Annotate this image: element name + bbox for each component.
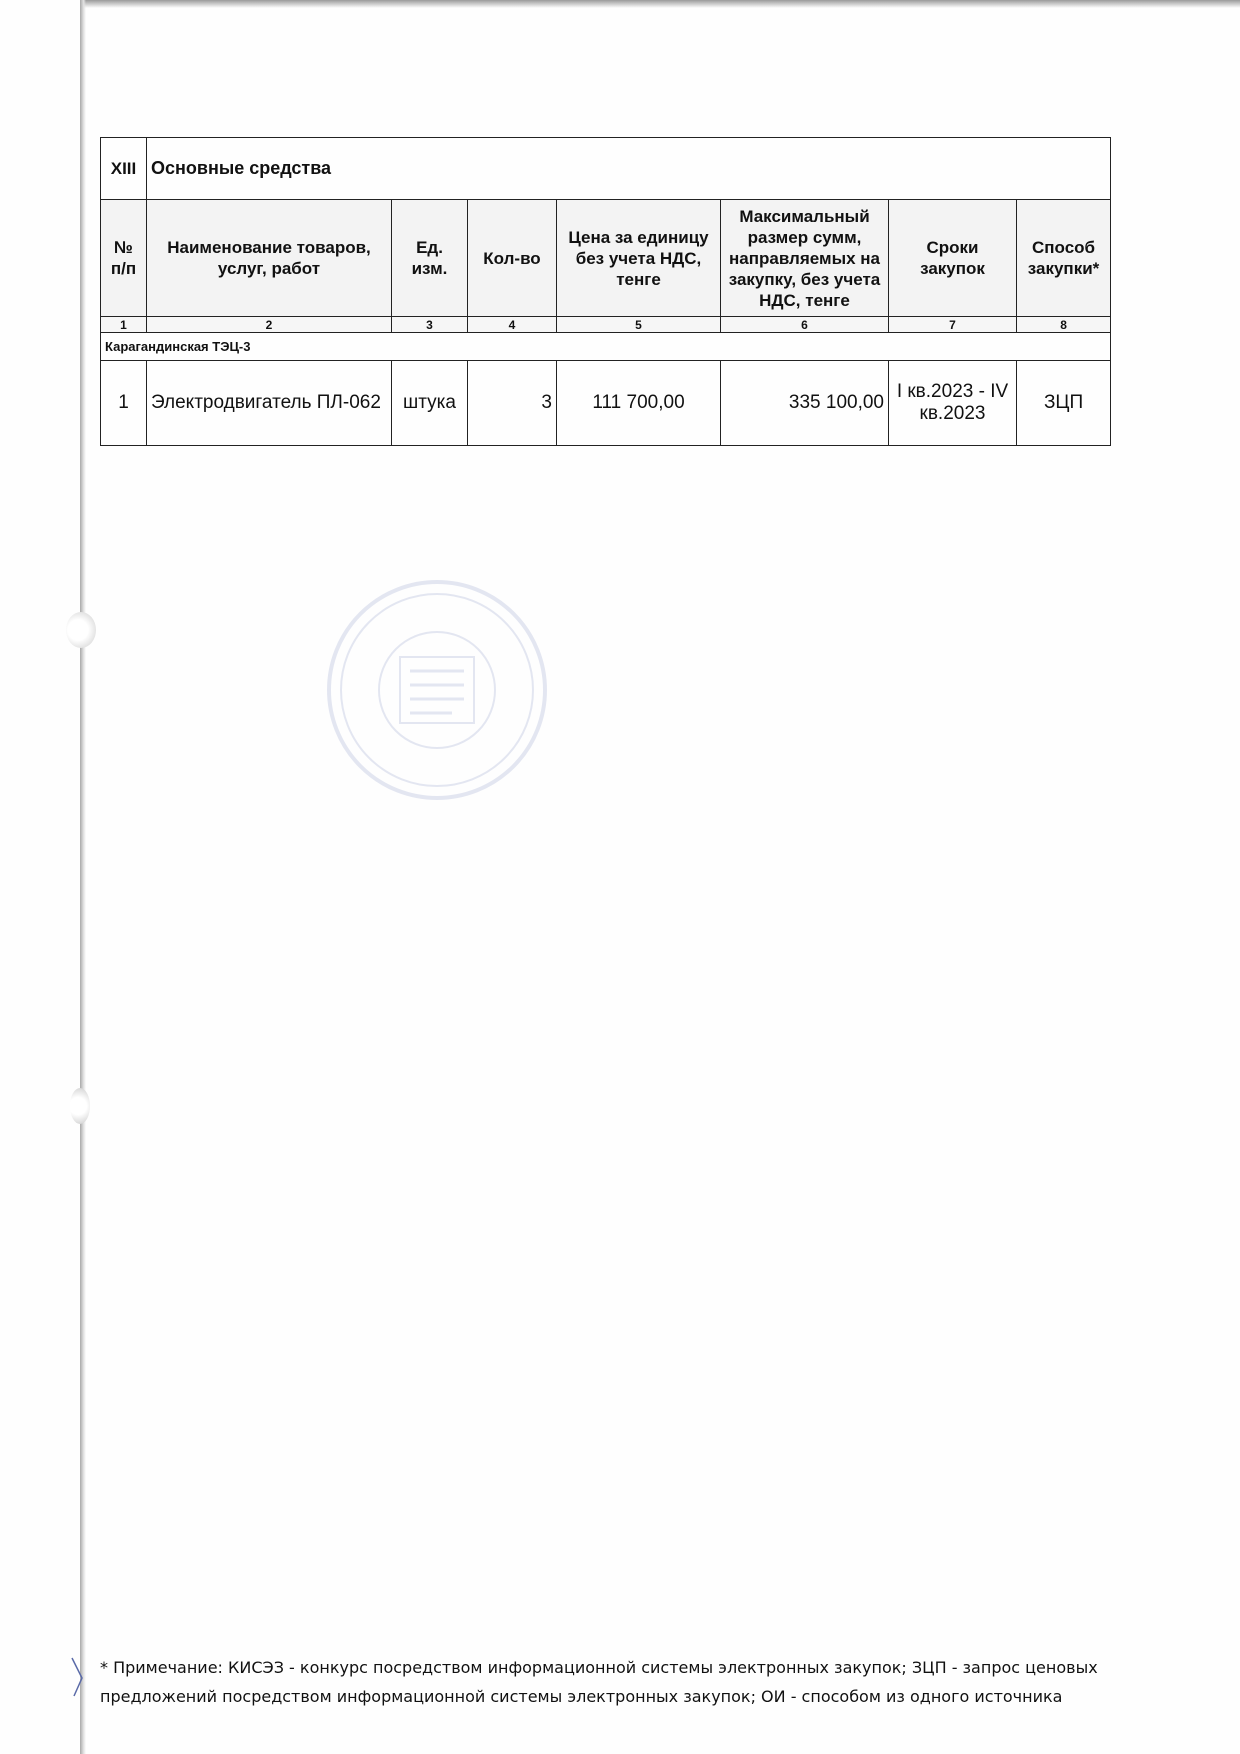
faded-stamp-icon	[322, 575, 552, 805]
procurement-table	[100, 137, 1111, 446]
column-number: 2	[147, 317, 392, 333]
scan-edge-top	[80, 0, 1240, 8]
table-row	[101, 361, 1111, 446]
cell-period: I кв.2023 - IV кв.2023	[889, 361, 1017, 446]
column-number: 4	[468, 317, 557, 333]
group-label: Карагандинская ТЭЦ-3	[101, 333, 1111, 361]
column-number: 8	[1017, 317, 1111, 333]
header-cell: Цена за единицу без учета НДС, тенге	[557, 200, 721, 317]
header-cell: Наименование товаров, услуг, работ	[147, 200, 392, 317]
cell-price: 111 700,00	[557, 361, 721, 446]
header-cell: Способ закупки*	[1017, 200, 1111, 317]
column-number: 7	[889, 317, 1017, 333]
cell-name: Электродвигатель ПЛ-062	[147, 361, 392, 446]
header-cell: Максимальный размер сумм, направляемых на закупку, без учета НДС, тенге	[721, 200, 889, 317]
punch-hole-icon	[70, 1088, 90, 1124]
cell-num: 1	[101, 361, 147, 446]
header-row	[101, 200, 1111, 317]
pen-mark-icon	[70, 1656, 90, 1702]
column-number-row	[101, 317, 1111, 333]
header-cell: Сроки закупок	[889, 200, 1017, 317]
section-number: XIII	[101, 138, 147, 200]
group-row	[101, 333, 1111, 361]
section-title: Основные средства	[147, 138, 1111, 200]
header-cell: Ед. изм.	[392, 200, 468, 317]
column-number: 3	[392, 317, 468, 333]
footnote: * Примечание: КИСЭЗ - конкурс посредством информационной системы электронных закупок; ЗЦП - запрос ценовых предложений посредством информационной системы электронных закупок; ОИ - способом из одного источника	[100, 1658, 1098, 1706]
cell-unit: штука	[392, 361, 468, 446]
cell-method: ЗЦП	[1017, 361, 1111, 446]
scan-edge-left	[80, 0, 86, 1754]
cell-qty: 3	[468, 361, 557, 446]
section-row	[101, 138, 1111, 200]
header-cell: Кол-во	[468, 200, 557, 317]
column-number: 6	[721, 317, 889, 333]
header-cell: № п/п	[101, 200, 147, 317]
cell-total: 335 100,00	[721, 361, 889, 446]
punch-hole-icon	[66, 612, 96, 648]
column-number: 5	[557, 317, 721, 333]
column-number: 1	[101, 317, 147, 333]
